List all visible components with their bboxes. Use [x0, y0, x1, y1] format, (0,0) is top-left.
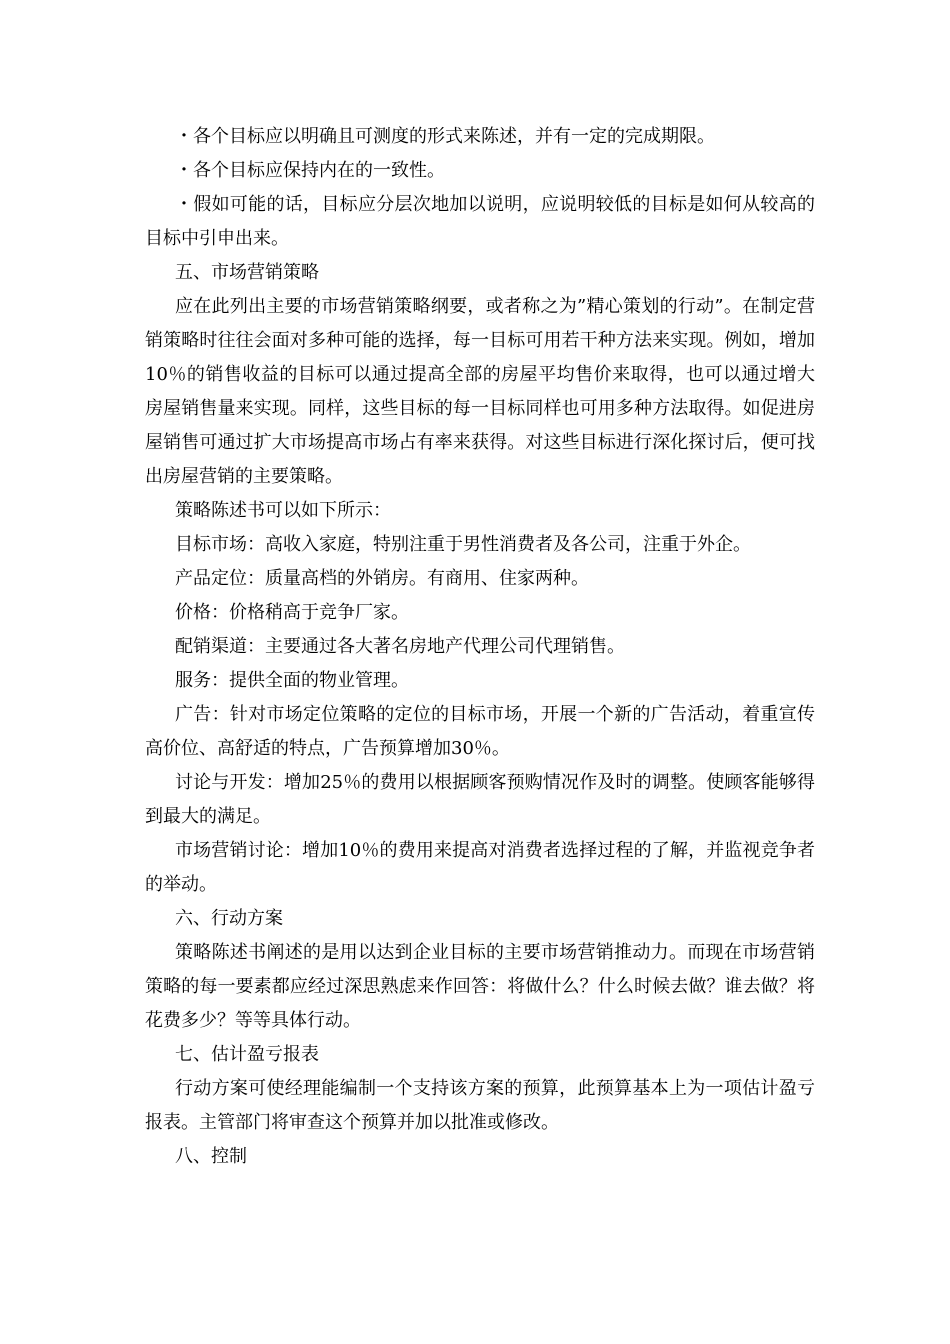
section-heading-control: 八、控制: [175, 1146, 247, 1167]
item-product-positioning: 产品定位：质量高档的外销房。有商用、住家两种。: [175, 568, 589, 589]
item-marketing-research: 市场营销讨论：增加10％的费用来提高对消费者选择过程的了解，并监视竞争者的举动。: [145, 840, 815, 895]
item-price: 价格：价格稍高于竞争厂家。: [175, 602, 409, 623]
paragraph-strategy-outline: 应在此列出主要的市场营销策略纲要，或者称之为”精心策划的行动”。在制定营销策略时往往会面对多种可能的选择，每一目标可用若干种方法来实现。例如，增加10％的销售收益的目标可以通过提高全部的房屋平均售价来取得，也可以通过增大房屋销售量来实现。同样，这些目标的每一目标同样也可用多种方法取得。如促进房屋销售可通过扩大市场提高市场占有率来获得。对这些目标进行深化探讨后，便可找出房屋营销的主要策略。: [145, 296, 815, 487]
paragraph-profit-loss: 行动方案可使经理能编制一个支持该方案的预算，此预算基本上为一项估计盈亏报表。主管部门将审查这个预算并加以批准或修改。: [145, 1078, 815, 1133]
item-research-development: 讨论与开发：增加25％的费用以根据顾客预购情况作及时的调整。使顾客能够得到最大的满足。: [145, 772, 815, 827]
section-heading-marketing-strategy: 五、市场营销策略: [175, 262, 319, 283]
document-body: [145, 120, 815, 1174]
bullet-objectives-hierarchical: ・假如可能的话，目标应分层次地加以说明，应说明较低的目标是如何从较高的目标中引申出来。: [145, 194, 815, 249]
item-distribution-channel: 配销渠道：主要通过各大著名房地产代理公司代理销售。: [175, 636, 625, 657]
item-target-market: 目标市场：高收入家庭，特别注重于男性消费者及各公司，注重于外企。: [175, 534, 751, 555]
bullet-objectives-measurable: ・各个目标应以明确且可测度的形式来陈述，并有一定的完成期限。: [175, 126, 715, 147]
item-service: 服务：提供全面的物业管理。: [175, 670, 409, 691]
section-heading-profit-loss: 七、估计盈亏报表: [175, 1044, 319, 1065]
section-heading-action-plan: 六、行动方案: [175, 908, 283, 929]
bullet-objectives-consistent: ・各个目标应保持内在的一致性。: [175, 160, 445, 181]
paragraph-action-plan: 策略陈述书阐述的是用以达到企业目标的主要市场营销推动力。而现在市场营销策略的每一要素都应经过深思熟虑来作回答：将做什么？什么时候去做？谁去做？将花费多少？等等具体行动。: [145, 942, 815, 1031]
item-advertising: 广告：针对市场定位策略的定位的目标市场，开展一个新的广告活动，着重宣传高价位、高舒适的特点，广告预算增加30％。: [145, 704, 815, 759]
paragraph-strategy-statement-intro: 策略陈述书可以如下所示：: [175, 500, 391, 521]
